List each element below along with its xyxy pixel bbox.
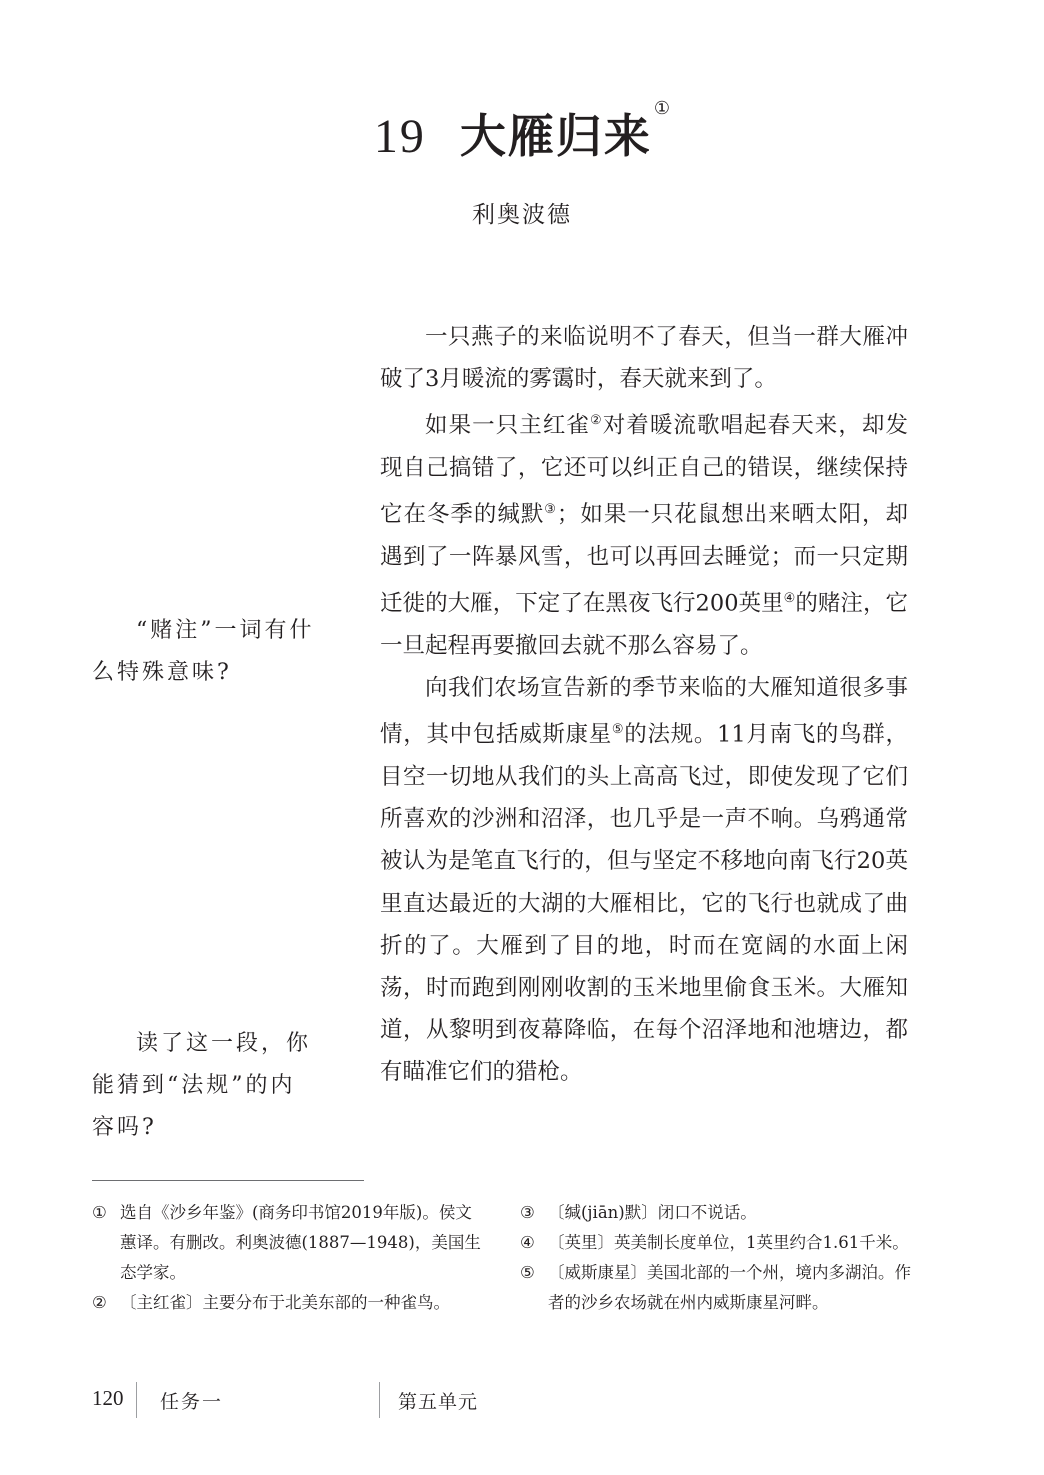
footnote-1-mark: ① [92,1203,107,1222]
footnote-ref-5[interactable]: ⑤ [611,722,625,738]
lesson-title-text: 大雁归来 [459,109,652,163]
footer-section: 任务一 [160,1391,224,1413]
paragraph-3 [380,667,908,1094]
footnote-5 [520,1258,920,1318]
footnote-3-text: 〔缄(jiān)默〕闭口不说话。 [548,1203,757,1222]
footnotes-left-column [92,1198,486,1318]
paragraph-1 [380,316,908,400]
footnote-5-text: 〔威斯康星〕美国北部的一个州，境内多湖泊。作者的沙乡农场就在州内威斯康星河畔。 [548,1263,911,1312]
author-name: 利奥波德 [472,202,572,228]
margin-note-1-text: “赌注”一词有什么特殊意味? [92,618,315,685]
footnotes-right-column [520,1198,920,1318]
margin-note-2-text: 读了这一段，你能猜到“法规”的内容吗? [92,1031,312,1140]
footnote-divider [92,1180,364,1181]
paragraph-2 [380,400,908,667]
margin-note-1 [92,610,318,694]
page-footer [92,1382,952,1422]
paragraph-1-text: 一只燕子的来临说明不了春天，但当一群大雁冲破了3月暖流的雾霭时，春天就来到了。 [380,324,908,393]
footer-divider-1 [136,1382,137,1418]
footnote-5-mark: ⑤ [520,1263,535,1282]
title-footnote-mark[interactable]: ① [653,98,673,119]
footnote-2 [92,1288,486,1318]
margin-note-2 [92,1023,318,1149]
footnote-1 [92,1198,486,1288]
paragraph-2-text-a: 如果一只主红雀 [425,412,590,439]
body-text [380,316,908,1094]
paragraph-2-text-c: ；如果一只花鼠想出来晒太阳，却遇到了一阵暴风雪，也可以再回去睡觉；而一只定期迁徙的大雁，下定了在黑夜飞行200英里 [380,501,908,617]
footnote-ref-4[interactable]: ④ [783,591,796,607]
footer-divider-2 [379,1382,380,1418]
footnote-3 [520,1198,920,1228]
footnote-4-mark: ④ [520,1233,535,1252]
footnote-2-mark: ② [92,1293,107,1312]
footnote-3-mark: ③ [520,1203,535,1222]
footnote-4-text: 〔英里〕英美制长度单位，1英里约合1.61千米。 [548,1233,909,1252]
page-number: 120 [92,1386,124,1410]
paragraph-3-text-a: 向我们农场宣告新的季节来临的大雁知道很多事情，其中包括威斯康星 [380,675,908,748]
lesson-number: 19 [373,110,426,163]
paragraph-2-text-b: 对着暖流歌唱起春天来，却发现自己搞错了，它还可以纠正自己的错误，继续保持它在冬季的缄默 [380,412,908,528]
footnote-ref-3[interactable]: ③ [544,502,557,518]
paragraph-3-text-b: 的法规。11月南飞的鸟群，目空一切地从我们的头上高高飞过，即使发现了它们所喜欢的沙洲和沼泽，也几乎是一声不响。乌鸦通常被认为是笔直飞行的，但与坚定不移地向南飞行20英里直达最近的大湖的大雁相比，它的飞行也就成了曲折的了。大雁到了目的地，时而在宽阔的水面上闲荡，时而跑到刚刚收割的玉米地里偷食玉米。大雁知道，从黎明到夜幕降临，在每个沼泽地和池塘边，都有瞄准它们的猎枪。 [380,721,908,1086]
footnote-2-text: 〔主红雀〕主要分布于北美东部的一种雀鸟。 [120,1293,450,1312]
lesson-title [0,100,1044,166]
paragraph-2-text-d: 的赌注，它一旦起程再要撤回去就不那么容易了。 [380,590,908,659]
footnote-4 [520,1228,920,1258]
footnote-1-text: 选自《沙乡年鉴》(商务印书馆2019年版)。侯文蕙译。有删改。利奥波德(1887—1948)，美国生态学家。 [120,1203,481,1282]
footer-unit: 第五单元 [398,1391,479,1413]
footnote-ref-2[interactable]: ② [589,413,603,429]
